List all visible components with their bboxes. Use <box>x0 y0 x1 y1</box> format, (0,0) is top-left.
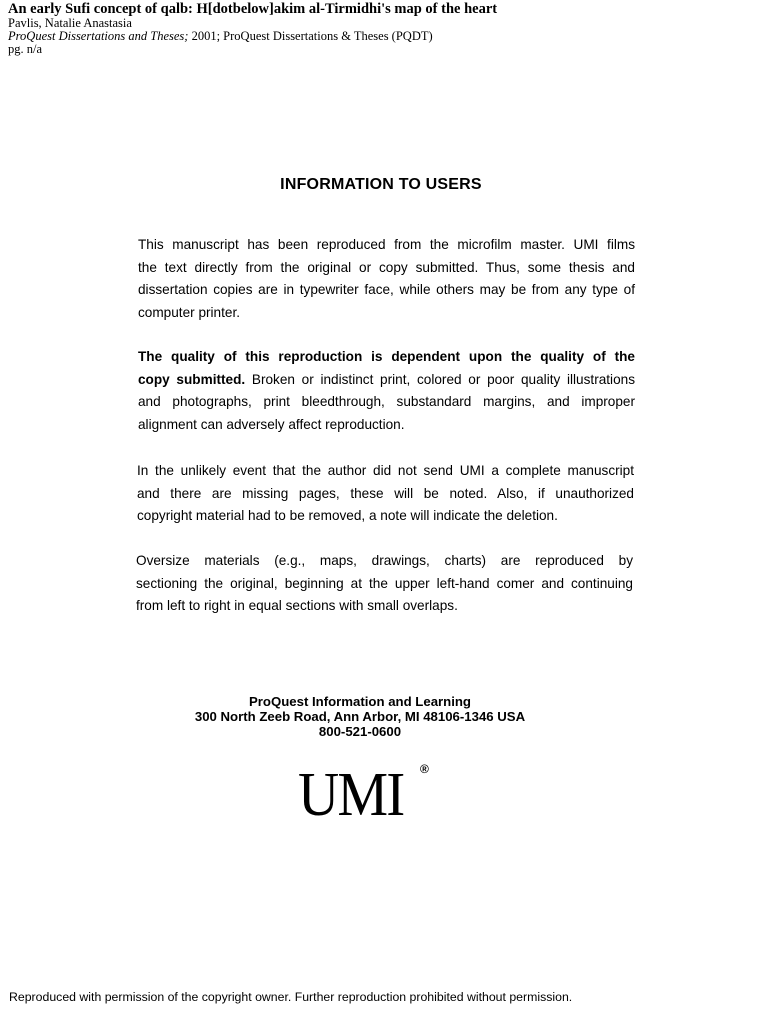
paragraph-microfilm <box>138 234 635 324</box>
paragraph-line: copyright material had to be removed, a note will indicate the deletion. <box>137 508 558 524</box>
paragraph-quality <box>138 346 635 436</box>
paragraph-line: from left to right in equal sections with small overlaps. <box>136 598 458 614</box>
paragraph-line: computer printer. <box>138 304 240 320</box>
publisher-name: ProQuest Information and Learning <box>248 694 471 709</box>
paragraph-line: This manuscript has been reproduced from the microfilm master. UMI films <box>138 237 635 252</box>
paragraph-text: Broken or indistinct print, colored or poor quality illustrations <box>245 371 635 387</box>
publisher-address <box>150 694 570 739</box>
umi-logo: UMI <box>298 761 404 829</box>
paragraph-line: In the unlikely event that the author did not send UMI a complete manuscript <box>137 463 634 478</box>
paragraph-oversize <box>136 550 633 618</box>
paragraph-line: and photographs, print bleedthrough, substandard margins, and improper <box>138 394 635 410</box>
citation-header <box>8 1 497 56</box>
pages-line: pg. n/a <box>8 42 43 56</box>
paragraph-line: sectioning the original, beginning at the upper left-hand comer and continuing <box>136 575 633 591</box>
bold-phrase: copy submitted. <box>138 371 246 387</box>
paragraph-line: and there are missing pages, these will be noted. Also, if unauthorized <box>137 485 634 501</box>
registered-mark: ® <box>420 762 429 776</box>
paragraph-line: the text directly from the original or copy submitted. Thus, some thesis and <box>138 259 635 275</box>
paragraph-line <box>138 369 635 392</box>
paragraph-missing-pages <box>137 460 634 528</box>
source-line <box>8 30 497 43</box>
page-heading: INFORMATION TO USERS <box>280 176 482 193</box>
phone-number: 800-521-0600 <box>318 724 402 739</box>
paragraph-line: Oversize materials (e.g., maps, drawings, charts) are reproduced by <box>136 553 633 568</box>
document-title: An early Sufi concept of qalb: H[dotbelow]akim al-Tirmidhi's map of the heart <box>8 1 498 17</box>
paragraph-line: alignment can adversely affect reproduction. <box>138 416 405 432</box>
paragraph-line: The quality of this reproduction is dependent upon the quality of the <box>138 349 635 364</box>
copyright-footer: Reproduced with permission of the copyright owner. Further reproduction prohibited without permission. <box>9 990 573 1004</box>
paragraph-line: dissertation copies are in typewriter face, while others may be from any type of <box>138 282 635 298</box>
author-line: Pavlis, Natalie Anastasia <box>8 16 132 30</box>
source-name: ProQuest Dissertations and Theses; <box>8 29 189 43</box>
source-details: 2001; ProQuest Dissertations & Theses (PQDT) <box>188 29 433 43</box>
street-address: 300 North Zeeb Road, Ann Arbor, MI 48106-1346 USA <box>194 709 526 724</box>
